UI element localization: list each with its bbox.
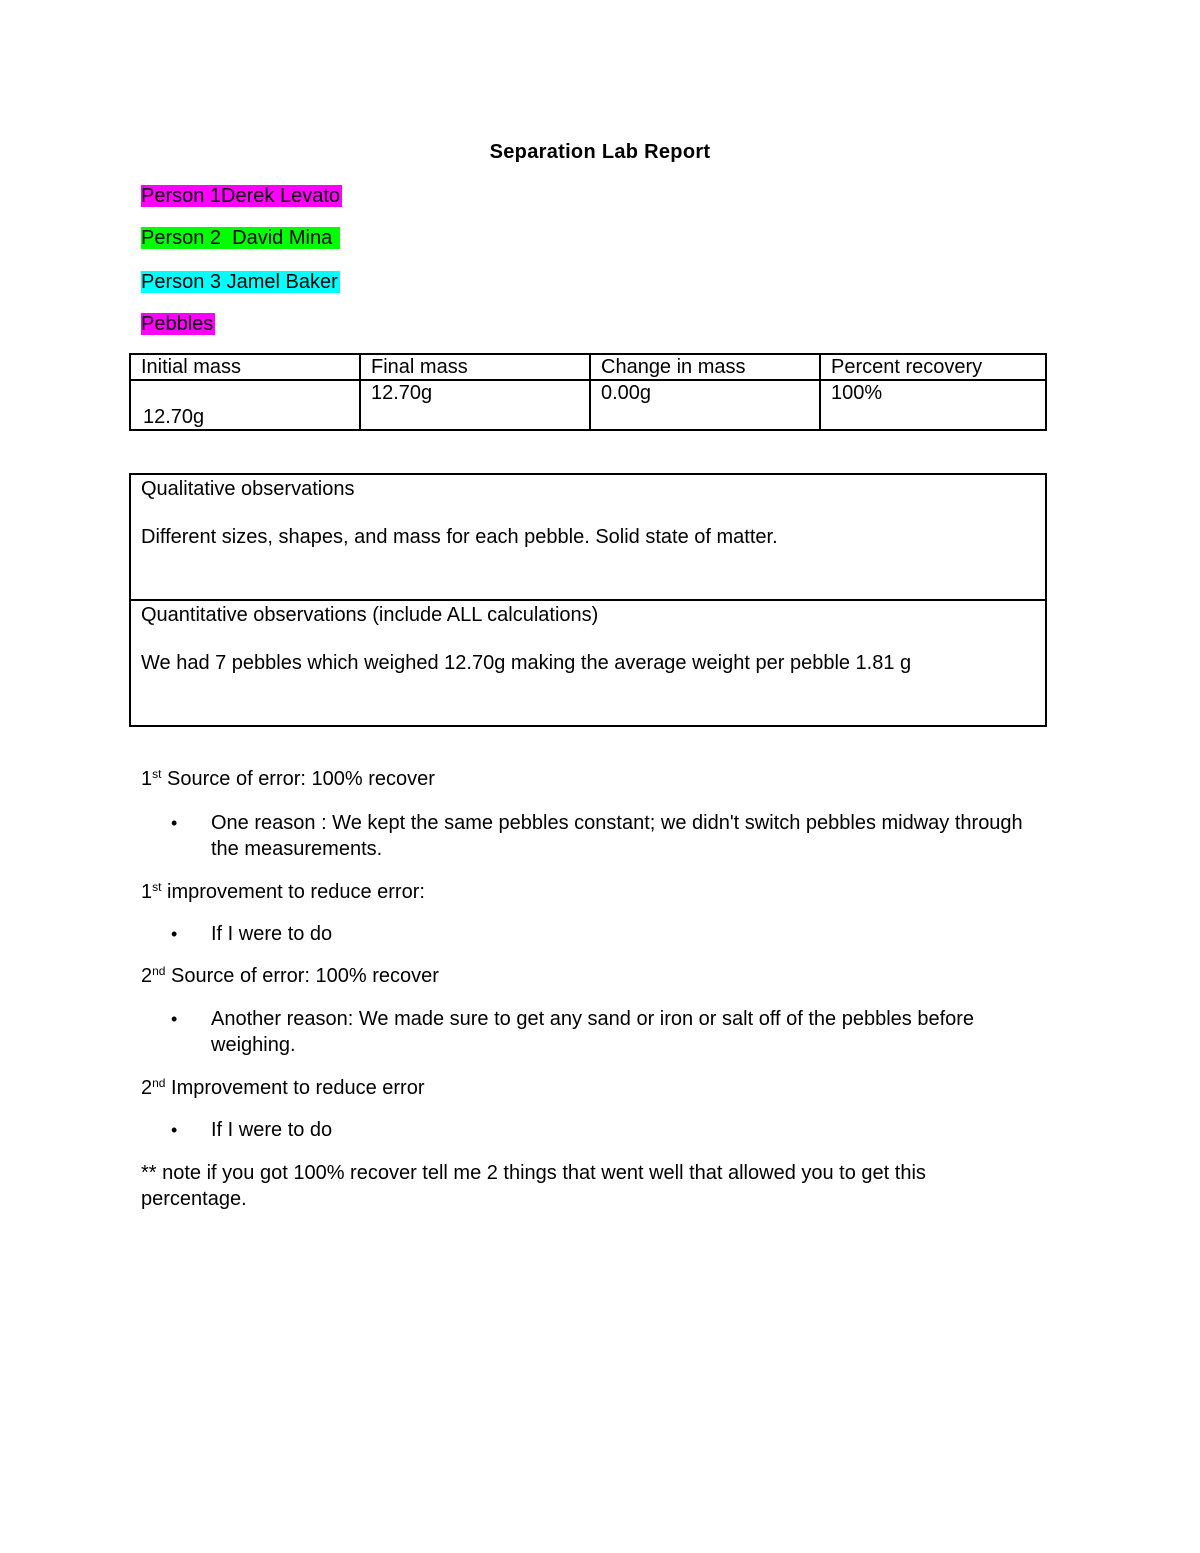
qualitative-box [131, 475, 1045, 599]
improvement-1-bullet-text: If I were to do [211, 923, 333, 945]
source-of-error-1 [141, 766, 435, 792]
initial-mass-value: 12.70g [143, 406, 205, 428]
ordinal-number: 1 [141, 768, 153, 790]
bullet-icon: • [171, 813, 178, 833]
quantitative-text: We had 7 pebbles which weighed 12.70g making the average weight per pebble 1.81 g [141, 652, 912, 674]
qualitative-heading: Qualitative observations [141, 478, 355, 500]
header-final-mass: Final mass [360, 354, 590, 380]
mass-table [129, 353, 1047, 431]
improvement-1 [141, 879, 425, 905]
ordinal-number: 2 [141, 1077, 153, 1099]
quantitative-heading: Quantitative observations (include ALL calculations) [141, 604, 599, 626]
ordinal-suffix: nd [152, 964, 166, 978]
ordinal-suffix: st [152, 767, 162, 781]
heading-text: Source of error: 100% recover [161, 768, 435, 790]
quantitative-box [131, 599, 1045, 725]
bullet-icon: • [171, 1120, 178, 1140]
person-3-line [141, 270, 340, 294]
person-1-name: Person 1Derek Levato [141, 185, 341, 207]
table-row [130, 380, 1046, 430]
bullet-icon: • [171, 1009, 178, 1029]
sample-name: Pebbles [141, 313, 214, 335]
cell-initial-mass [130, 380, 360, 430]
source-2-bullet-text: Another reason: We made sure to get any sand or iron or salt off of the pebbles before weighing. [211, 1008, 975, 1056]
cell-percent-recovery [820, 380, 1046, 430]
ordinal-number: 1 [141, 881, 153, 903]
improvement-2 [141, 1075, 424, 1101]
header-initial-mass: Initial mass [130, 354, 360, 380]
ordinal-number: 2 [141, 965, 153, 987]
header-percent-recovery: Percent recovery [820, 354, 1046, 380]
person-2-line [141, 226, 340, 250]
sample-line [141, 312, 215, 336]
cell-change-in-mass [590, 380, 820, 430]
source-of-error-2 [141, 963, 439, 989]
ordinal-suffix: nd [152, 1076, 166, 1090]
heading-text: improvement to reduce error: [161, 881, 425, 903]
table-header-row [130, 354, 1046, 380]
qualitative-text: Different sizes, shapes, and mass for each pebble. Solid state of matter. [141, 526, 778, 548]
final-mass-value: 12.70g [371, 382, 433, 404]
document-title: Separation Lab Report [489, 141, 711, 163]
person-1-line [141, 184, 342, 208]
percent-recovery-value: 100% [831, 382, 883, 404]
bullet-icon: • [171, 924, 178, 944]
improvement-2-bullet-text: If I were to do [211, 1119, 333, 1141]
observations-table [129, 473, 1047, 727]
header-change-in-mass: Change in mass [590, 354, 820, 380]
teacher-note: ** note if you got 100% recover tell me 2 things that went well that allowed you to get this percentage. [141, 1162, 926, 1210]
person-3-name: Person 3 Jamel Baker [141, 271, 338, 293]
heading-text: Source of error: 100% recover [165, 965, 439, 987]
ordinal-suffix: st [152, 880, 162, 894]
source-1-bullet-text: One reason : We kept the same pebbles constant; we didn't switch pebbles midway through the measurements. [211, 812, 1023, 860]
heading-text: Improvement to reduce error [165, 1077, 425, 1099]
change-in-mass-value: 0.00g [601, 382, 652, 404]
person-2-name: Person 2 David Mina [141, 227, 338, 249]
cell-final-mass [360, 380, 590, 430]
